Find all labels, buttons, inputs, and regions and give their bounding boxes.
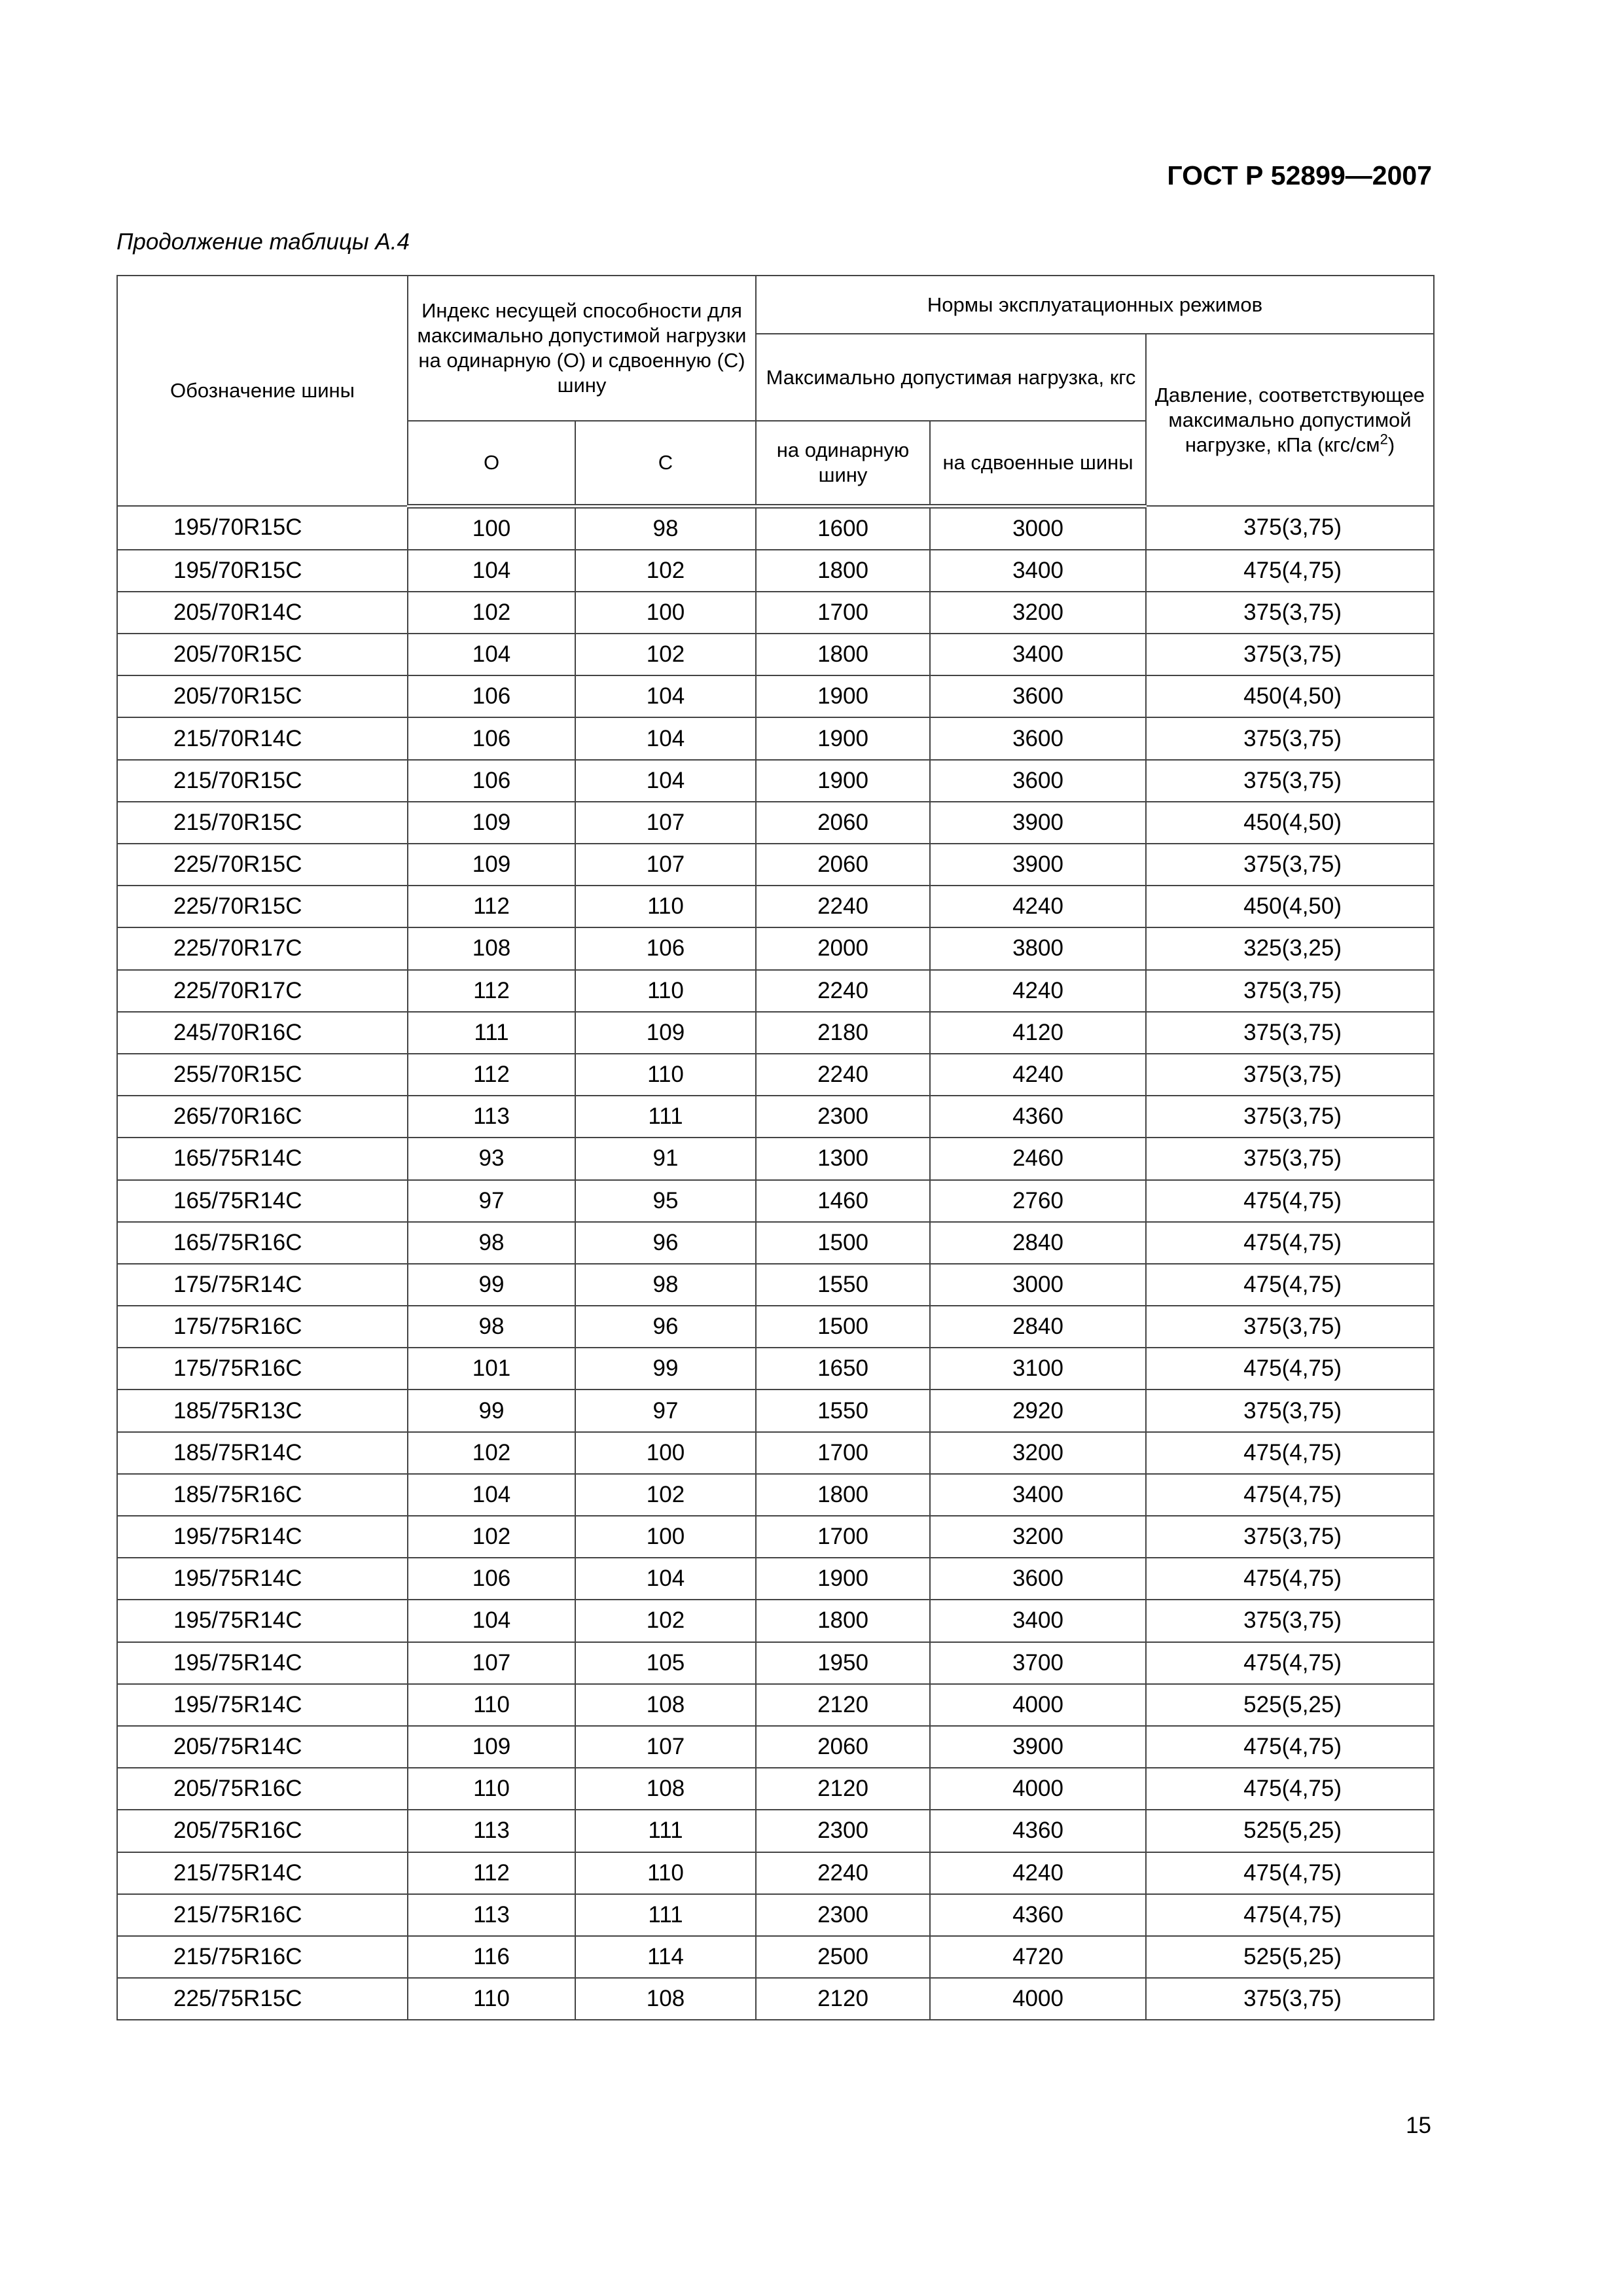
- cell-load-single: 1460: [756, 1180, 930, 1222]
- cell-tyre: 265/70R16C: [117, 1096, 408, 1138]
- table-row: [117, 1348, 1434, 1390]
- cell-tyre: 205/75R16C: [117, 1810, 408, 1852]
- cell-pressure: 475(4,75): [1146, 1264, 1434, 1306]
- cell-pressure: 375(3,75): [1146, 844, 1434, 886]
- cell-index-o: 104: [408, 634, 575, 675]
- cell-index-c: 100: [575, 1432, 756, 1474]
- cell-index-c: 104: [575, 1558, 756, 1600]
- cell-load-single: 1900: [756, 717, 930, 759]
- cell-tyre: 175/75R16C: [117, 1348, 408, 1390]
- table-row: [117, 1222, 1434, 1264]
- cell-load-single: 1800: [756, 550, 930, 592]
- cell-index-o: 99: [408, 1390, 575, 1431]
- cell-index-o: 102: [408, 1432, 575, 1474]
- cell-index-o: 101: [408, 1348, 575, 1390]
- cell-load-single: 2240: [756, 970, 930, 1012]
- cell-index-c: 102: [575, 634, 756, 675]
- cell-load-single: 2120: [756, 1684, 930, 1726]
- cell-load-single: 2300: [756, 1894, 930, 1936]
- table-row: [117, 1138, 1434, 1179]
- cell-index-o: 104: [408, 550, 575, 592]
- cell-load-dual: 4240: [930, 1852, 1146, 1894]
- cell-tyre: 225/70R15C: [117, 886, 408, 927]
- cell-index-c: 96: [575, 1306, 756, 1348]
- cell-load-single: 2120: [756, 1978, 930, 2020]
- cell-index-o: 109: [408, 1726, 575, 1768]
- cell-pressure: 325(3,25): [1146, 927, 1434, 969]
- cell-load-single: 1800: [756, 634, 930, 675]
- cell-load-dual: 4000: [930, 1978, 1146, 2020]
- cell-tyre: 195/75R14C: [117, 1684, 408, 1726]
- cell-load-dual: 4360: [930, 1894, 1146, 1936]
- table-row: [117, 1306, 1434, 1348]
- cell-load-single: 2060: [756, 1726, 930, 1768]
- table-caption: Продолжение таблицы А.4: [116, 229, 410, 255]
- table-row: [117, 675, 1434, 717]
- cell-index-c: 109: [575, 1012, 756, 1054]
- table-row: [117, 760, 1434, 802]
- cell-index-c: 108: [575, 1978, 756, 2020]
- cell-pressure: 375(3,75): [1146, 506, 1434, 550]
- cell-load-dual: 4000: [930, 1768, 1146, 1810]
- cell-load-single: 1500: [756, 1306, 930, 1348]
- cell-index-o: 113: [408, 1096, 575, 1138]
- cell-pressure: 475(4,75): [1146, 1432, 1434, 1474]
- cell-pressure: 525(5,25): [1146, 1684, 1434, 1726]
- cell-load-single: 2000: [756, 927, 930, 969]
- cell-index-o: 100: [408, 506, 575, 550]
- cell-load-dual: 3900: [930, 844, 1146, 886]
- cell-index-o: 104: [408, 1600, 575, 1641]
- cell-load-dual: 4120: [930, 1012, 1146, 1054]
- header-tyre-designation: Обозначение шины: [117, 276, 408, 506]
- cell-index-c: 104: [575, 760, 756, 802]
- cell-tyre: 165/75R14C: [117, 1138, 408, 1179]
- cell-tyre: 185/75R16C: [117, 1474, 408, 1516]
- cell-load-dual: 2460: [930, 1138, 1146, 1179]
- cell-load-dual: 3200: [930, 1432, 1146, 1474]
- cell-pressure: 475(4,75): [1146, 1348, 1434, 1390]
- cell-tyre: 245/70R16C: [117, 1012, 408, 1054]
- table-row: [117, 1936, 1434, 1978]
- cell-load-dual: 3100: [930, 1348, 1146, 1390]
- cell-index-c: 110: [575, 886, 756, 927]
- cell-load-single: 1550: [756, 1390, 930, 1431]
- cell-tyre: 215/75R16C: [117, 1894, 408, 1936]
- cell-load-dual: 4000: [930, 1684, 1146, 1726]
- cell-load-single: 2300: [756, 1096, 930, 1138]
- table-row: [117, 1180, 1434, 1222]
- cell-index-c: 97: [575, 1390, 756, 1431]
- table-row: [117, 1264, 1434, 1306]
- cell-load-dual: 4240: [930, 970, 1146, 1012]
- cell-pressure: 475(4,75): [1146, 1768, 1434, 1810]
- table-row: [117, 1432, 1434, 1474]
- cell-tyre: 195/70R15C: [117, 506, 408, 550]
- cell-pressure: 375(3,75): [1146, 1600, 1434, 1641]
- cell-pressure: 375(3,75): [1146, 592, 1434, 634]
- header-load-dual: на сдвоенные шины: [930, 421, 1146, 506]
- table-row: [117, 1894, 1434, 1936]
- cell-index-c: 98: [575, 506, 756, 550]
- cell-pressure: 375(3,75): [1146, 634, 1434, 675]
- table-row: [117, 1600, 1434, 1641]
- cell-pressure: 375(3,75): [1146, 1096, 1434, 1138]
- table-row: [117, 1096, 1434, 1138]
- cell-tyre: 225/75R15C: [117, 1978, 408, 2020]
- cell-pressure: 375(3,75): [1146, 1012, 1434, 1054]
- cell-index-o: 97: [408, 1180, 575, 1222]
- table-row: [117, 886, 1434, 927]
- cell-index-o: 107: [408, 1642, 575, 1684]
- cell-load-dual: 3900: [930, 802, 1146, 844]
- document-code: ГОСТ Р 52899—2007: [1167, 160, 1432, 190]
- cell-pressure: 450(4,50): [1146, 675, 1434, 717]
- cell-load-dual: 3700: [930, 1642, 1146, 1684]
- cell-load-dual: 3800: [930, 927, 1146, 969]
- cell-tyre: 165/75R16C: [117, 1222, 408, 1264]
- cell-index-o: 98: [408, 1306, 575, 1348]
- cell-index-c: 106: [575, 927, 756, 969]
- cell-load-dual: 2760: [930, 1180, 1146, 1222]
- cell-load-single: 1700: [756, 1432, 930, 1474]
- cell-tyre: 175/75R16C: [117, 1306, 408, 1348]
- cell-pressure: 475(4,75): [1146, 1222, 1434, 1264]
- table-row: [117, 1684, 1434, 1726]
- header-operating-norms: Нормы эксплуатационных режимов: [756, 276, 1434, 334]
- cell-index-c: 104: [575, 675, 756, 717]
- cell-load-single: 1950: [756, 1642, 930, 1684]
- cell-index-o: 99: [408, 1264, 575, 1306]
- cell-load-dual: 3000: [930, 1264, 1146, 1306]
- cell-tyre: 175/75R14C: [117, 1264, 408, 1306]
- header-pressure-sup: 2: [1380, 431, 1388, 448]
- cell-index-o: 109: [408, 844, 575, 886]
- cell-index-o: 98: [408, 1222, 575, 1264]
- table-row: [117, 1768, 1434, 1810]
- cell-pressure: 375(3,75): [1146, 970, 1434, 1012]
- cell-load-dual: 4240: [930, 886, 1146, 927]
- table-row: [117, 1726, 1434, 1768]
- cell-load-dual: 4360: [930, 1810, 1146, 1852]
- cell-load-dual: 3600: [930, 1558, 1146, 1600]
- cell-tyre: 195/70R15C: [117, 550, 408, 592]
- page-number: 15: [1406, 2113, 1431, 2138]
- header-pressure-end: ): [1387, 433, 1395, 456]
- table-row: [117, 1474, 1434, 1516]
- cell-index-o: 116: [408, 1936, 575, 1978]
- cell-index-o: 108: [408, 927, 575, 969]
- cell-tyre: 215/75R14C: [117, 1852, 408, 1894]
- cell-load-single: 2500: [756, 1936, 930, 1978]
- cell-index-o: 106: [408, 1558, 575, 1600]
- header-index-o: О: [408, 421, 575, 506]
- cell-index-c: 95: [575, 1180, 756, 1222]
- table-row: [117, 506, 1434, 550]
- cell-index-c: 110: [575, 970, 756, 1012]
- header-load-index: Индекс несущей способности для максимально допустимой нагрузки на одинарную (О) и сдвоенную (С) шину: [408, 276, 756, 421]
- cell-index-o: 113: [408, 1810, 575, 1852]
- cell-index-c: 91: [575, 1138, 756, 1179]
- header-pressure: [1146, 334, 1434, 506]
- table-row: [117, 592, 1434, 634]
- cell-tyre: 195/75R14C: [117, 1516, 408, 1558]
- cell-index-c: 110: [575, 1852, 756, 1894]
- cell-load-dual: 4360: [930, 1096, 1146, 1138]
- cell-index-c: 96: [575, 1222, 756, 1264]
- table-body: [117, 506, 1434, 2020]
- cell-tyre: 215/70R15C: [117, 760, 408, 802]
- cell-pressure: 525(5,25): [1146, 1810, 1434, 1852]
- cell-pressure: 475(4,75): [1146, 1474, 1434, 1516]
- cell-index-o: 111: [408, 1012, 575, 1054]
- cell-index-c: 98: [575, 1264, 756, 1306]
- cell-index-c: 110: [575, 1054, 756, 1096]
- cell-pressure: 475(4,75): [1146, 550, 1434, 592]
- cell-tyre: 185/75R14C: [117, 1432, 408, 1474]
- cell-load-dual: 4240: [930, 1054, 1146, 1096]
- cell-index-o: 112: [408, 1054, 575, 1096]
- cell-index-o: 93: [408, 1138, 575, 1179]
- table-row: [117, 1012, 1434, 1054]
- table-row: [117, 1558, 1434, 1600]
- cell-tyre: 225/70R17C: [117, 970, 408, 1012]
- cell-load-single: 2060: [756, 844, 930, 886]
- cell-tyre: 225/70R15C: [117, 844, 408, 886]
- cell-index-o: 112: [408, 1852, 575, 1894]
- cell-index-o: 109: [408, 802, 575, 844]
- cell-index-o: 110: [408, 1768, 575, 1810]
- cell-index-c: 107: [575, 802, 756, 844]
- cell-load-dual: 3400: [930, 634, 1146, 675]
- table-row: [117, 970, 1434, 1012]
- cell-index-o: 112: [408, 970, 575, 1012]
- cell-pressure: 375(3,75): [1146, 1306, 1434, 1348]
- cell-index-c: 100: [575, 592, 756, 634]
- cell-pressure: 450(4,50): [1146, 886, 1434, 927]
- cell-load-single: 1800: [756, 1474, 930, 1516]
- cell-load-single: 1300: [756, 1138, 930, 1179]
- cell-load-single: 2120: [756, 1768, 930, 1810]
- cell-pressure: 475(4,75): [1146, 1180, 1434, 1222]
- table-row: [117, 1810, 1434, 1852]
- table-row: [117, 717, 1434, 759]
- cell-tyre: 185/75R13C: [117, 1390, 408, 1431]
- cell-tyre: 225/70R17C: [117, 927, 408, 969]
- cell-load-single: 1900: [756, 675, 930, 717]
- cell-tyre: 215/70R15C: [117, 802, 408, 844]
- cell-index-o: 106: [408, 675, 575, 717]
- cell-pressure: 475(4,75): [1146, 1894, 1434, 1936]
- cell-tyre: 215/70R14C: [117, 717, 408, 759]
- cell-load-single: 2300: [756, 1810, 930, 1852]
- cell-index-c: 107: [575, 1726, 756, 1768]
- cell-index-o: 106: [408, 717, 575, 759]
- cell-load-dual: 3400: [930, 1600, 1146, 1641]
- cell-index-c: 99: [575, 1348, 756, 1390]
- header-load-single: на одинарную шину: [756, 421, 930, 506]
- cell-load-single: 1550: [756, 1264, 930, 1306]
- cell-tyre: 195/75R14C: [117, 1600, 408, 1641]
- cell-index-c: 104: [575, 717, 756, 759]
- cell-load-single: 1500: [756, 1222, 930, 1264]
- cell-index-c: 107: [575, 844, 756, 886]
- cell-load-dual: 3200: [930, 592, 1146, 634]
- cell-pressure: 450(4,50): [1146, 802, 1434, 844]
- cell-pressure: 375(3,75): [1146, 760, 1434, 802]
- cell-load-dual: 2840: [930, 1222, 1146, 1264]
- header-pressure-text: Давление, соответствующее максимально допустимой нагрузке, кПа (кгс/см: [1154, 383, 1425, 456]
- table-row: [117, 844, 1434, 886]
- cell-pressure: 375(3,75): [1146, 1978, 1434, 2020]
- table-row: [117, 1516, 1434, 1558]
- cell-load-dual: 3600: [930, 675, 1146, 717]
- table-row: [117, 1054, 1434, 1096]
- cell-pressure: 475(4,75): [1146, 1852, 1434, 1894]
- header-index-c: С: [575, 421, 756, 506]
- cell-index-o: 113: [408, 1894, 575, 1936]
- cell-load-dual: 3600: [930, 717, 1146, 759]
- cell-pressure: 375(3,75): [1146, 1054, 1434, 1096]
- table-row: [117, 1642, 1434, 1684]
- table-row: [117, 1852, 1434, 1894]
- cell-load-dual: 3000: [930, 506, 1146, 550]
- cell-tyre: 215/75R16C: [117, 1936, 408, 1978]
- table-row: [117, 802, 1434, 844]
- cell-pressure: 525(5,25): [1146, 1936, 1434, 1978]
- cell-load-single: 1800: [756, 1600, 930, 1641]
- cell-index-o: 104: [408, 1474, 575, 1516]
- table-row: [117, 1978, 1434, 2020]
- cell-index-o: 110: [408, 1684, 575, 1726]
- cell-index-c: 111: [575, 1894, 756, 1936]
- cell-load-single: 2240: [756, 1054, 930, 1096]
- cell-load-single: 2180: [756, 1012, 930, 1054]
- cell-index-c: 114: [575, 1936, 756, 1978]
- cell-pressure: 475(4,75): [1146, 1642, 1434, 1684]
- cell-load-dual: 3900: [930, 1726, 1146, 1768]
- cell-index-c: 111: [575, 1096, 756, 1138]
- cell-index-c: 100: [575, 1516, 756, 1558]
- cell-tyre: 195/75R14C: [117, 1642, 408, 1684]
- cell-pressure: 375(3,75): [1146, 1516, 1434, 1558]
- cell-tyre: 205/75R14C: [117, 1726, 408, 1768]
- cell-index-o: 106: [408, 760, 575, 802]
- header-max-load: Максимально допустимая нагрузка, кгс: [756, 334, 1146, 421]
- cell-load-single: 2060: [756, 802, 930, 844]
- cell-index-o: 102: [408, 1516, 575, 1558]
- cell-pressure: 475(4,75): [1146, 1558, 1434, 1600]
- cell-load-dual: 2840: [930, 1306, 1146, 1348]
- tyre-load-table: [116, 275, 1435, 2020]
- cell-load-dual: 3200: [930, 1516, 1146, 1558]
- cell-load-dual: 2920: [930, 1390, 1146, 1431]
- cell-load-single: 2240: [756, 1852, 930, 1894]
- cell-load-single: 1700: [756, 1516, 930, 1558]
- cell-index-c: 102: [575, 550, 756, 592]
- cell-load-dual: 4720: [930, 1936, 1146, 1978]
- cell-index-c: 108: [575, 1768, 756, 1810]
- cell-index-c: 102: [575, 1474, 756, 1516]
- cell-index-c: 111: [575, 1810, 756, 1852]
- cell-tyre: 165/75R14C: [117, 1180, 408, 1222]
- cell-load-dual: 3400: [930, 1474, 1146, 1516]
- cell-load-dual: 3600: [930, 760, 1146, 802]
- cell-index-o: 112: [408, 886, 575, 927]
- cell-load-single: 2240: [756, 886, 930, 927]
- cell-pressure: 375(3,75): [1146, 717, 1434, 759]
- table-row: [117, 550, 1434, 592]
- cell-load-single: 1900: [756, 760, 930, 802]
- cell-tyre: 195/75R14C: [117, 1558, 408, 1600]
- cell-load-single: 1900: [756, 1558, 930, 1600]
- table-row: [117, 1390, 1434, 1431]
- cell-pressure: 375(3,75): [1146, 1138, 1434, 1179]
- cell-tyre: 205/70R14C: [117, 592, 408, 634]
- cell-tyre: 205/75R16C: [117, 1768, 408, 1810]
- cell-load-single: 1700: [756, 592, 930, 634]
- cell-pressure: 475(4,75): [1146, 1726, 1434, 1768]
- cell-index-c: 105: [575, 1642, 756, 1684]
- cell-tyre: 255/70R15C: [117, 1054, 408, 1096]
- cell-index-c: 102: [575, 1600, 756, 1641]
- cell-index-o: 110: [408, 1978, 575, 2020]
- cell-load-single: 1600: [756, 506, 930, 550]
- cell-tyre: 205/70R15C: [117, 675, 408, 717]
- cell-tyre: 205/70R15C: [117, 634, 408, 675]
- cell-pressure: 375(3,75): [1146, 1390, 1434, 1431]
- table-row: [117, 634, 1434, 675]
- cell-index-o: 102: [408, 592, 575, 634]
- cell-index-c: 108: [575, 1684, 756, 1726]
- cell-load-dual: 3400: [930, 550, 1146, 592]
- table-row: [117, 927, 1434, 969]
- cell-load-single: 1650: [756, 1348, 930, 1390]
